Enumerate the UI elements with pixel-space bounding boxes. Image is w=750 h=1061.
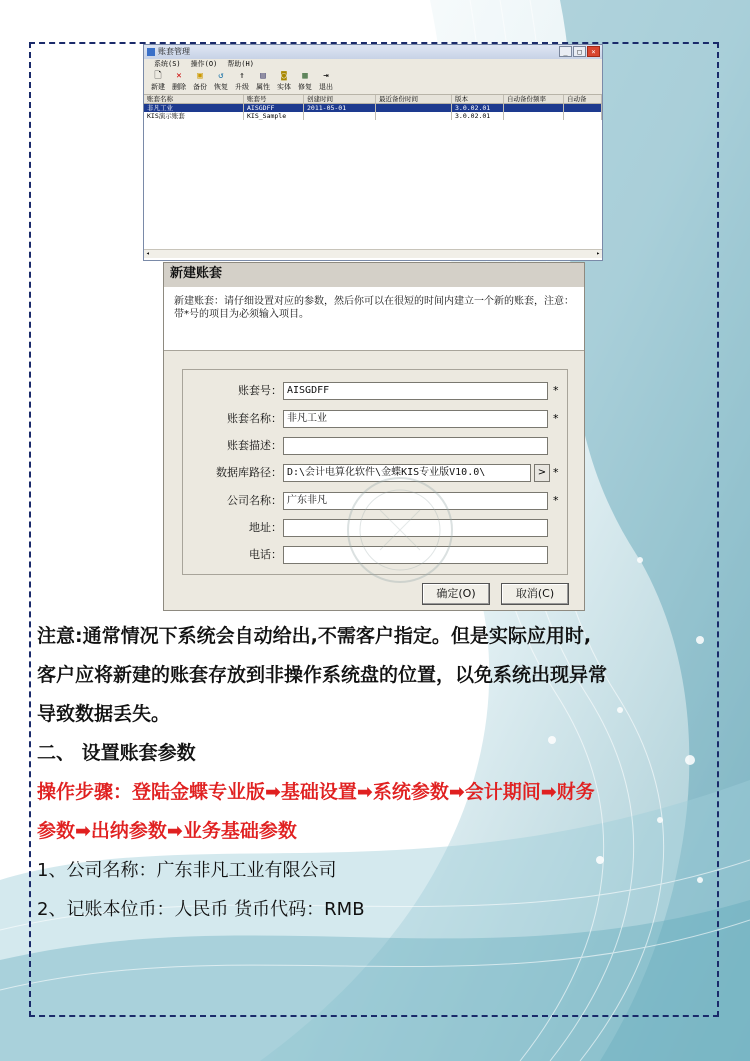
- backup-icon: ▣: [197, 71, 203, 81]
- menubar: [144, 59, 602, 70]
- note-line-2: 客户应将新建的账套存放到非操作系统盘的位置，以免系统出现异常: [37, 664, 608, 686]
- cell-name: KIS演示账套: [144, 112, 244, 120]
- column-header[interactable]: 版本: [452, 95, 504, 103]
- cell-backup-time: [376, 112, 452, 120]
- ok-button[interactable]: 确定(O): [422, 583, 490, 605]
- cell-frequency: [504, 104, 564, 112]
- column-header[interactable]: 创建时间: [304, 95, 376, 103]
- note-line-3: 导致数据丢失。: [37, 703, 171, 725]
- close-button[interactable]: ×: [587, 46, 600, 57]
- properties-button[interactable]: [255, 70, 271, 94]
- menu-operation[interactable]: 操作(O): [190, 60, 218, 68]
- required-mark: *: [553, 384, 559, 397]
- menu-system[interactable]: 系统(S): [154, 60, 181, 68]
- delete-icon: ✕: [176, 71, 182, 81]
- field-account-number: [182, 381, 582, 401]
- steps-line-2: 参数➡出纳参数➡业务基础参数: [37, 820, 297, 842]
- app-icon: [147, 48, 155, 56]
- column-header[interactable]: 账套号: [244, 95, 304, 103]
- cell-number: AISGDFF: [244, 104, 304, 112]
- field-label: 账套描述：: [227, 439, 282, 452]
- new-label: 新建: [151, 83, 165, 91]
- backup-button[interactable]: [192, 70, 208, 94]
- cell-auto: [564, 104, 602, 112]
- upgrade-icon: ⇑: [239, 71, 245, 81]
- delete-button[interactable]: [171, 70, 187, 94]
- cell-version: 3.0.02.01: [452, 112, 504, 120]
- horizontal-scrollbar[interactable]: [144, 249, 602, 258]
- exit-button[interactable]: [318, 70, 334, 94]
- cell-created: [304, 112, 376, 120]
- cell-version: 3.0.02.01: [452, 104, 504, 112]
- list-item-company: 1、公司名称：广东非凡工业有限公司: [37, 860, 337, 881]
- cell-created: 2011-05-01: [304, 104, 376, 112]
- list-item[interactable]: [144, 104, 602, 112]
- exit-icon: ⇥: [323, 71, 329, 81]
- scroll-right-icon[interactable]: ▸: [596, 250, 600, 257]
- column-header[interactable]: 自动备: [564, 95, 602, 103]
- required-mark: *: [553, 412, 559, 425]
- field-label: 电话：: [249, 548, 282, 561]
- list-item-currency: 2、记账本位币：人民币 货币代码：RMB: [37, 899, 365, 920]
- database-path-input[interactable]: D:\会计电算化软件\金蝶KIS专业版V10.0\: [283, 464, 531, 482]
- entity-button[interactable]: [276, 70, 292, 94]
- account-name-input[interactable]: 非凡工业: [283, 410, 548, 428]
- account-management-window: [143, 44, 603, 261]
- properties-label: 属性: [256, 83, 270, 91]
- cell-number: KIS_Sample: [244, 112, 304, 120]
- field-label: 数据库路径：: [216, 466, 282, 479]
- column-header[interactable]: 账套名称: [144, 95, 244, 103]
- entity-label: 实体: [277, 83, 291, 91]
- repair-icon: ▦: [302, 71, 308, 81]
- dialog-title: 新建账套: [164, 263, 584, 287]
- cell-frequency: [504, 112, 564, 120]
- field-label: 账套号：: [238, 384, 282, 397]
- field-account-description: [182, 436, 582, 456]
- backup-label: 备份: [193, 83, 207, 91]
- properties-icon: ▤: [260, 71, 266, 81]
- restore-button[interactable]: [213, 70, 229, 94]
- entity-icon: ◙: [281, 71, 287, 81]
- delete-label: 删除: [172, 83, 186, 91]
- toolbar: [144, 70, 602, 95]
- restore-label: 恢复: [214, 83, 228, 91]
- dialog-instruction: 新建账套：请仔细设置对应的参数，然后你可以在很短的时间内建立一个新的账套，注意：带*号的项目为必须输入项目。: [164, 287, 584, 351]
- minimize-button[interactable]: _: [559, 46, 572, 57]
- field-account-name: [182, 409, 582, 429]
- restore-icon: ↺: [218, 71, 224, 81]
- list-header: [144, 95, 602, 104]
- note-line-1: 注意:通常情况下系统会自动给出,不需客户指定。但是实际应用时,: [37, 625, 592, 647]
- upgrade-label: 升级: [235, 83, 249, 91]
- cell-name: 非凡工业: [144, 104, 244, 112]
- list-item[interactable]: [144, 112, 602, 120]
- field-label: 公司名称：: [227, 494, 282, 507]
- scroll-left-icon[interactable]: ◂: [146, 250, 150, 257]
- repair-label: 修复: [298, 83, 312, 91]
- company-name-input[interactable]: 广东非凡: [283, 492, 548, 510]
- upgrade-button[interactable]: [234, 70, 250, 94]
- browse-button[interactable]: >: [534, 464, 550, 482]
- required-mark: *: [553, 494, 559, 507]
- column-header[interactable]: 自动备份频率: [504, 95, 564, 103]
- menu-help[interactable]: 帮助(H): [227, 60, 254, 68]
- watermark-stamp: [340, 470, 460, 590]
- account-number-input[interactable]: AISGDFF: [283, 382, 548, 400]
- account-description-input[interactable]: [283, 437, 548, 455]
- column-header[interactable]: 最近备份时间: [376, 95, 452, 103]
- field-label: 地址：: [249, 521, 282, 534]
- section-heading: 二、 设置账套参数: [37, 742, 196, 764]
- new-icon: 🗋: [154, 71, 162, 81]
- maximize-button[interactable]: □: [573, 46, 586, 57]
- cell-backup-time: [376, 104, 452, 112]
- cancel-button[interactable]: 取消(C): [501, 583, 569, 605]
- cell-auto: [564, 112, 602, 120]
- field-label: 账套名称：: [227, 412, 282, 425]
- required-mark: *: [553, 466, 559, 479]
- steps-line-1: 操作步骤：登陆金蝶专业版➡基础设置➡系统参数➡会计期间➡财务: [37, 781, 595, 803]
- new-button[interactable]: [150, 70, 166, 94]
- exit-label: 退出: [319, 83, 333, 91]
- repair-button[interactable]: [297, 70, 313, 94]
- window-title: 账套管理: [158, 47, 190, 56]
- window-titlebar: [144, 45, 602, 59]
